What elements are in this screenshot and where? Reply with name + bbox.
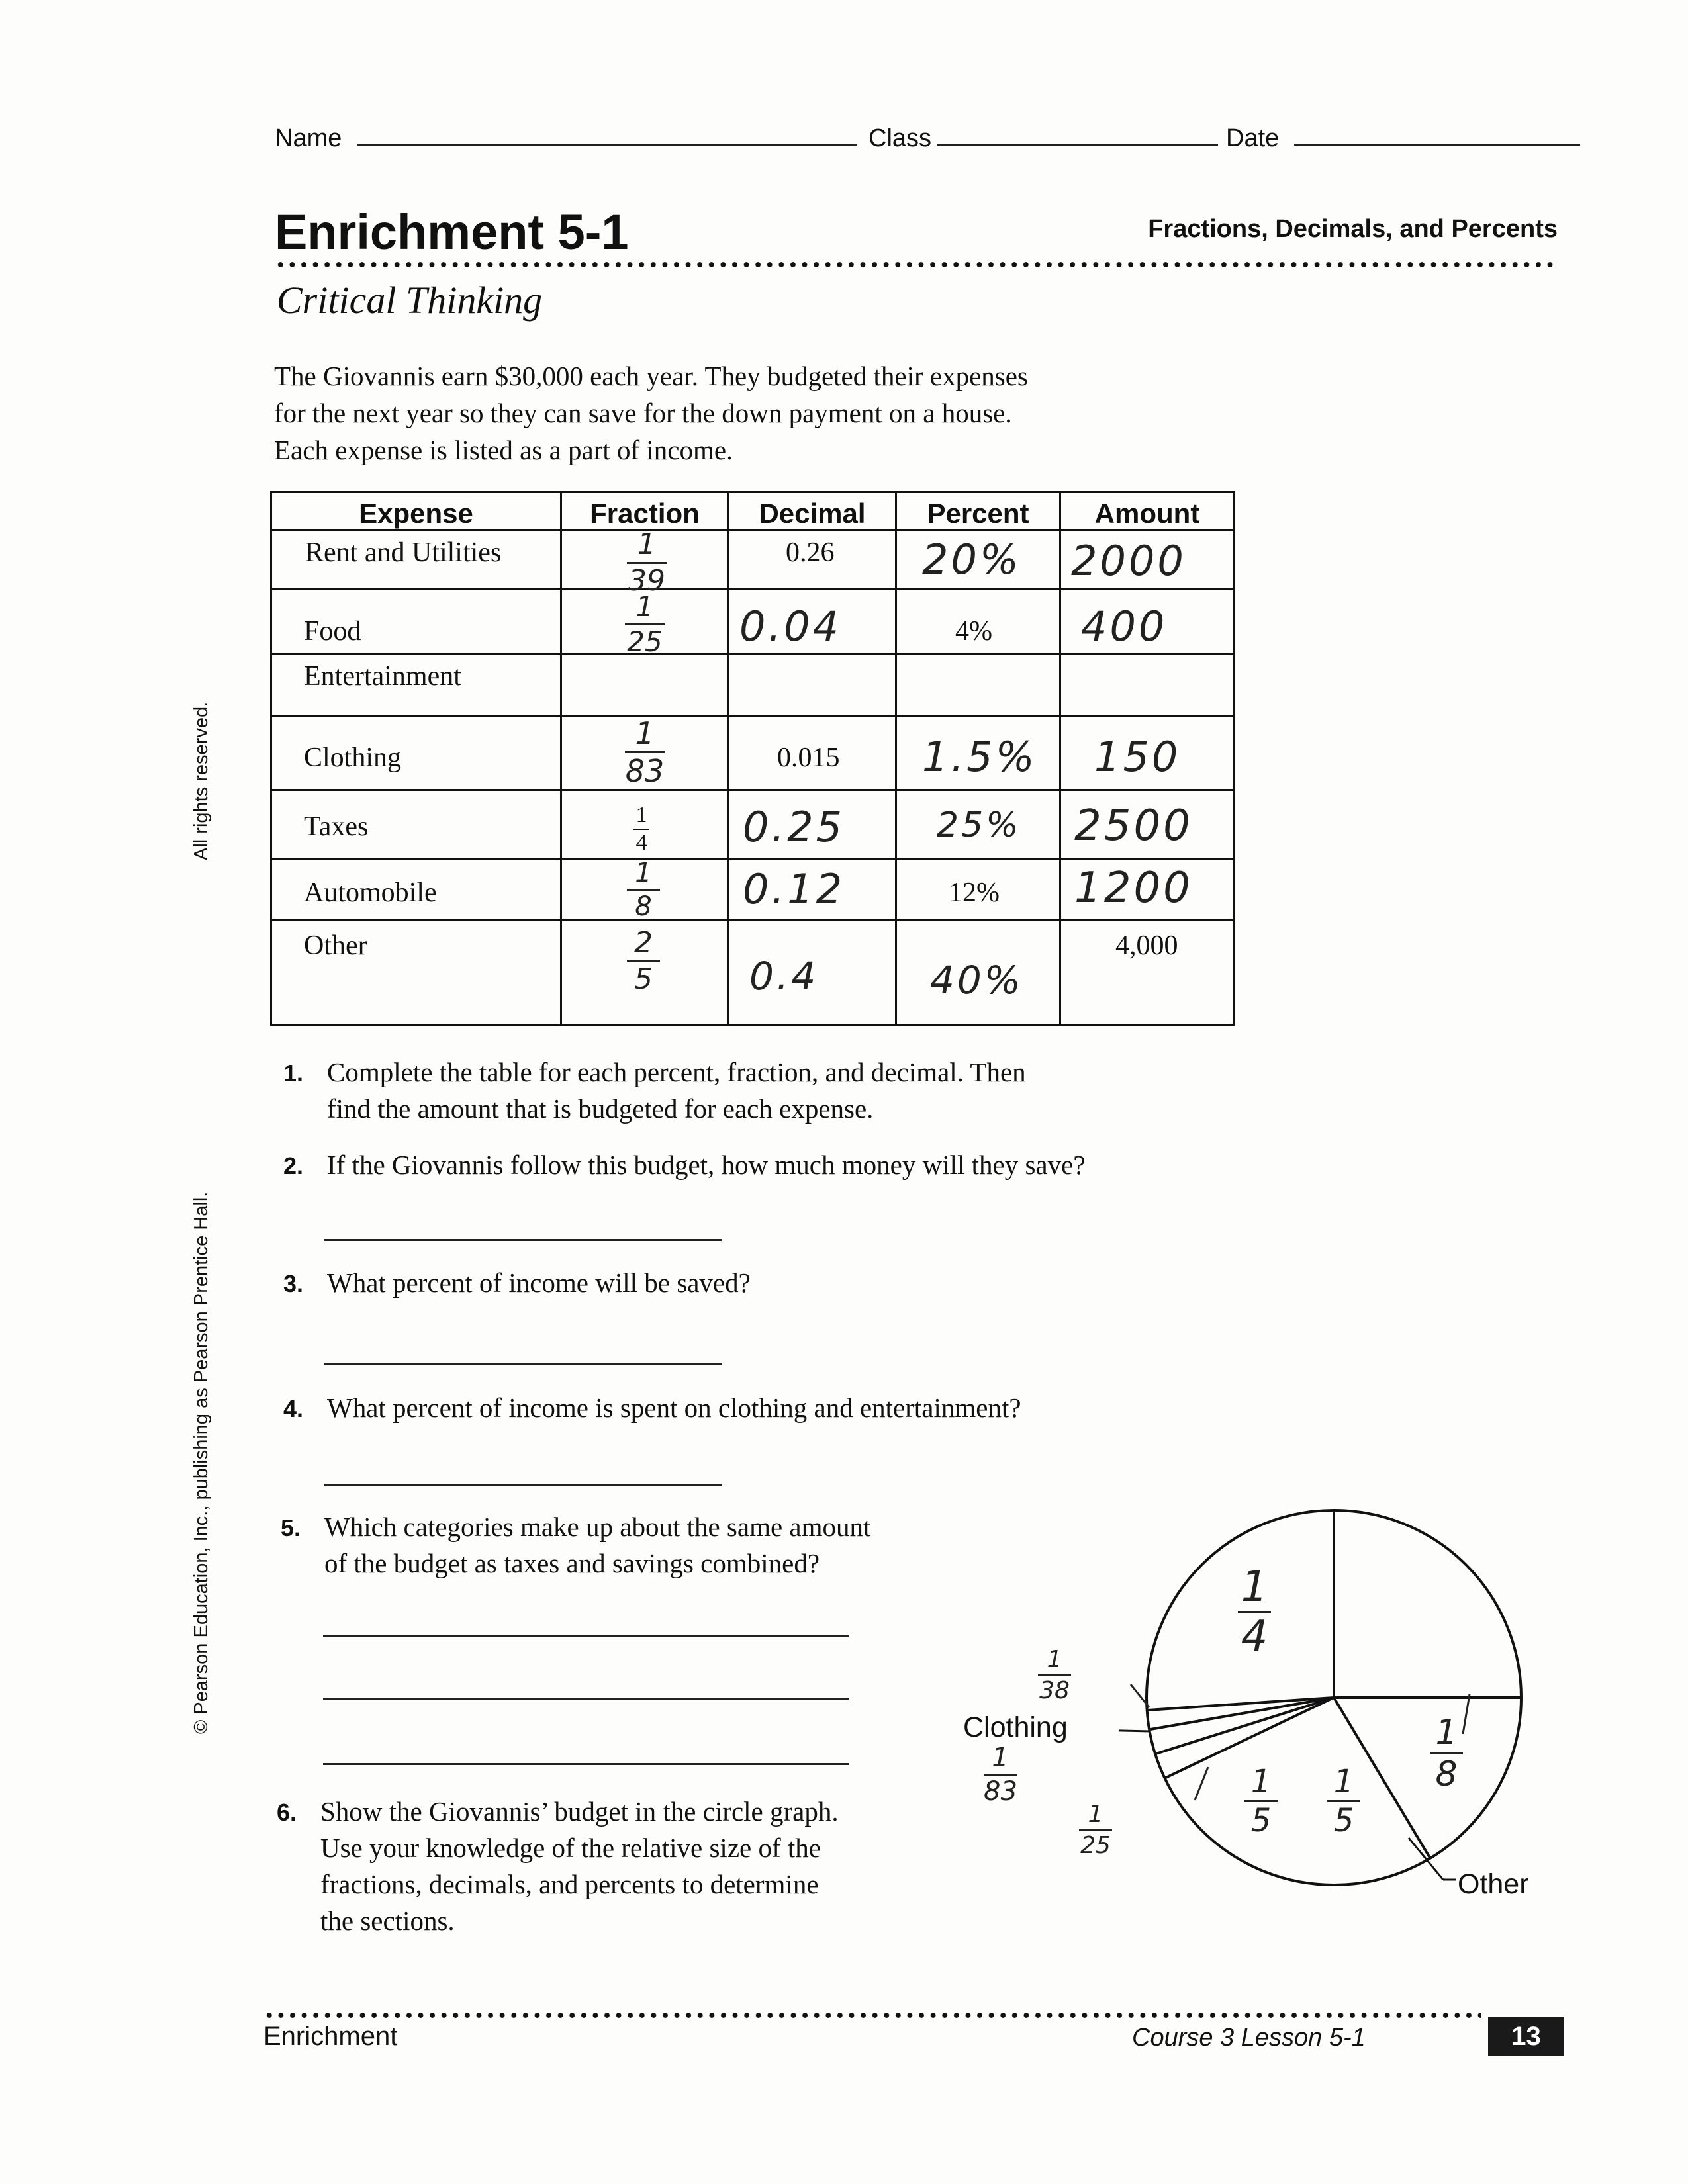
answer-line-3[interactable] bbox=[324, 1363, 722, 1365]
question-text: Use your knowledge of the relative size of the bbox=[320, 1833, 821, 1863]
copyright-note: © Pearson Education, Inc., publishing as Pearson Prentice Hall. bbox=[191, 1191, 212, 1734]
sector-line bbox=[1148, 1698, 1334, 1710]
decimal-cell[interactable]: 0.26 bbox=[729, 531, 896, 590]
table-row bbox=[271, 655, 1235, 716]
expense-cell: Clothing bbox=[271, 716, 561, 790]
fraction-cell[interactable] bbox=[561, 790, 729, 859]
question-text: Show the Giovannis’ budget in the circle graph. bbox=[320, 1796, 839, 1827]
percent-cell[interactable]: 12% bbox=[896, 859, 1060, 920]
handwritten-tick bbox=[1195, 1767, 1208, 1800]
decimal-cell[interactable]: 0.015 bbox=[729, 716, 896, 790]
graph-fraction-fifth: 1 5 bbox=[1244, 1766, 1278, 1837]
handwritten-fraction: 2 5 bbox=[627, 929, 660, 994]
graph-fraction-eighth: 1 8 bbox=[1430, 1715, 1463, 1792]
table-row bbox=[271, 790, 1235, 859]
header-amount: Amount bbox=[1060, 492, 1235, 531]
percent-cell[interactable]: 4% bbox=[896, 590, 1060, 655]
topic-heading: Fractions, Decimals, and Percents bbox=[1148, 215, 1558, 243]
table-row bbox=[271, 531, 1235, 590]
question-text: What percent of income is spent on clothing and entertainment? bbox=[327, 1392, 1021, 1423]
answer-line-2[interactable] bbox=[324, 1239, 722, 1241]
table-row bbox=[271, 859, 1235, 920]
fraction-cell[interactable] bbox=[561, 716, 729, 790]
sector-line bbox=[1156, 1698, 1334, 1754]
fraction-cell[interactable] bbox=[561, 655, 729, 716]
graph-fraction-fifth-2: 1 5 bbox=[1327, 1766, 1360, 1837]
header-decimal: Decimal bbox=[729, 492, 896, 531]
expense-cell: Food bbox=[271, 590, 561, 655]
question-6: 6. Show the Giovannis’ budget in the circle graph. Use your knowledge of the relative size of the fractions, decimals, and percents to determine the sections. bbox=[320, 1794, 839, 1939]
question-1: 1. Complete the table for each percent, fraction, and decimal. Then find the amount that is budgeted for each expense. bbox=[327, 1054, 1026, 1127]
answer-line-5b[interactable] bbox=[323, 1698, 849, 1700]
printed-fraction: 1 4 bbox=[633, 804, 649, 854]
budget-table bbox=[270, 491, 1235, 1026]
question-text: Complete the table for each percent, fraction, and decimal. Then bbox=[327, 1057, 1026, 1087]
answer-line-5c[interactable] bbox=[323, 1763, 849, 1765]
graph-fraction-clothing: 1 83 bbox=[984, 1743, 1017, 1807]
question-3: 3. What percent of income will be saved? bbox=[327, 1265, 751, 1301]
amount-cell[interactable]: 400 bbox=[1060, 590, 1235, 655]
question-text: the sections. bbox=[320, 1905, 455, 1936]
footer-left: Enrichment bbox=[263, 2022, 398, 2051]
percent-cell[interactable]: 40% bbox=[896, 920, 1060, 1026]
fraction-cell[interactable] bbox=[561, 920, 729, 1026]
date-label: Date bbox=[1226, 124, 1280, 152]
header-expense: Expense bbox=[271, 492, 561, 531]
handwritten-fraction: 1 39 bbox=[628, 527, 665, 598]
percent-cell[interactable]: 1.5% bbox=[896, 716, 1060, 790]
question-text: Which categories make up about the same amount bbox=[324, 1512, 871, 1542]
handwritten-fraction: 1 83 bbox=[625, 715, 665, 789]
handwritten-tick bbox=[1463, 1694, 1470, 1734]
intro-line: The Giovannis earn $30,000 each year. They budgeted their expenses bbox=[274, 361, 1028, 391]
decimal-cell[interactable]: 0.4 bbox=[729, 920, 896, 1026]
footer-divider bbox=[263, 2012, 1481, 2019]
graph-fraction-food: 1 25 bbox=[1079, 1803, 1112, 1858]
question-text: What percent of income will be saved? bbox=[327, 1267, 751, 1298]
page-title: Enrichment 5-1 bbox=[275, 205, 629, 259]
handwritten-fraction: 1 25 bbox=[625, 593, 665, 656]
answer-line-4[interactable] bbox=[324, 1484, 722, 1486]
intro-line: Each expense is listed as a part of income. bbox=[274, 435, 733, 465]
table-header-row bbox=[271, 492, 1235, 531]
sector-line bbox=[1150, 1698, 1334, 1729]
name-field[interactable] bbox=[357, 144, 857, 146]
question-4: 4. What percent of income is spent on clothing and entertainment? bbox=[327, 1390, 1021, 1426]
question-text: fractions, decimals, and percents to determine bbox=[320, 1869, 819, 1899]
percent-cell[interactable] bbox=[896, 655, 1060, 716]
question-text: of the budget as taxes and savings combined? bbox=[324, 1548, 820, 1578]
amount-cell[interactable]: 1200 bbox=[1060, 859, 1235, 920]
expense-cell: Other bbox=[271, 920, 561, 1026]
question-5: 5. Which categories make up about the same amount of the budget as taxes and savings combined? bbox=[324, 1509, 870, 1582]
question-text: If the Giovannis follow this budget, how much money will they save? bbox=[327, 1150, 1086, 1180]
decimal-cell[interactable]: 0.04 bbox=[729, 590, 896, 655]
handwritten-fraction: 1 8 bbox=[627, 860, 660, 920]
date-field[interactable] bbox=[1294, 144, 1580, 146]
amount-cell[interactable]: 150 bbox=[1060, 716, 1235, 790]
amount-cell[interactable]: 2500 bbox=[1060, 790, 1235, 859]
name-label: Name bbox=[275, 124, 342, 152]
title-divider bbox=[275, 261, 1559, 268]
decimal-cell[interactable]: 0.12 bbox=[729, 859, 896, 920]
amount-cell[interactable]: 2000 bbox=[1060, 531, 1235, 590]
class-label: Class bbox=[868, 124, 932, 152]
expense-cell: Entertainment bbox=[271, 655, 561, 716]
class-field[interactable] bbox=[937, 144, 1218, 146]
other-label: Other bbox=[1458, 1868, 1529, 1900]
expense-cell: Taxes bbox=[271, 790, 561, 859]
answer-line-5a[interactable] bbox=[323, 1635, 849, 1637]
rights-note: All rights reserved. bbox=[191, 701, 212, 860]
fraction-cell[interactable] bbox=[561, 527, 729, 598]
fraction-cell[interactable] bbox=[561, 590, 729, 658]
expense-cell: Rent and Utilities bbox=[271, 531, 561, 590]
amount-cell[interactable] bbox=[1060, 655, 1235, 716]
intro-line: for the next year so they can save for the down payment on a house. bbox=[274, 398, 1012, 428]
percent-cell[interactable]: 20% bbox=[896, 531, 1060, 590]
header-fraction: Fraction bbox=[561, 492, 729, 531]
clothing-label: Clothing bbox=[963, 1711, 1068, 1743]
clothing-pointer bbox=[1119, 1730, 1150, 1731]
other-pointer bbox=[1409, 1838, 1443, 1880]
fraction-cell[interactable] bbox=[561, 859, 729, 920]
graph-fraction-rent: 1 38 bbox=[1038, 1648, 1071, 1703]
decimal-cell[interactable] bbox=[729, 655, 896, 716]
question-text: find the amount that is budgeted for each expense. bbox=[327, 1093, 874, 1124]
question-2: 2. If the Giovannis follow this budget, how much money will they save? bbox=[327, 1147, 1086, 1183]
section-subtitle: Critical Thinking bbox=[277, 279, 543, 322]
page-number: 13 bbox=[1488, 2017, 1564, 2056]
expense-cell: Automobile bbox=[271, 859, 561, 920]
table-row bbox=[271, 590, 1235, 655]
amount-cell[interactable]: 4,000 bbox=[1060, 920, 1235, 1026]
table-row bbox=[271, 716, 1235, 790]
decimal-cell[interactable]: 0.25 bbox=[729, 790, 896, 859]
table-row bbox=[271, 920, 1235, 1026]
percent-cell[interactable]: 25% bbox=[896, 790, 1060, 859]
header-percent: Percent bbox=[896, 492, 1060, 531]
graph-fraction-quarter: 1 4 bbox=[1238, 1566, 1271, 1658]
footer-right: Course 3 Lesson 5-1 bbox=[1132, 2024, 1366, 2052]
intro-paragraph bbox=[274, 357, 1028, 469]
